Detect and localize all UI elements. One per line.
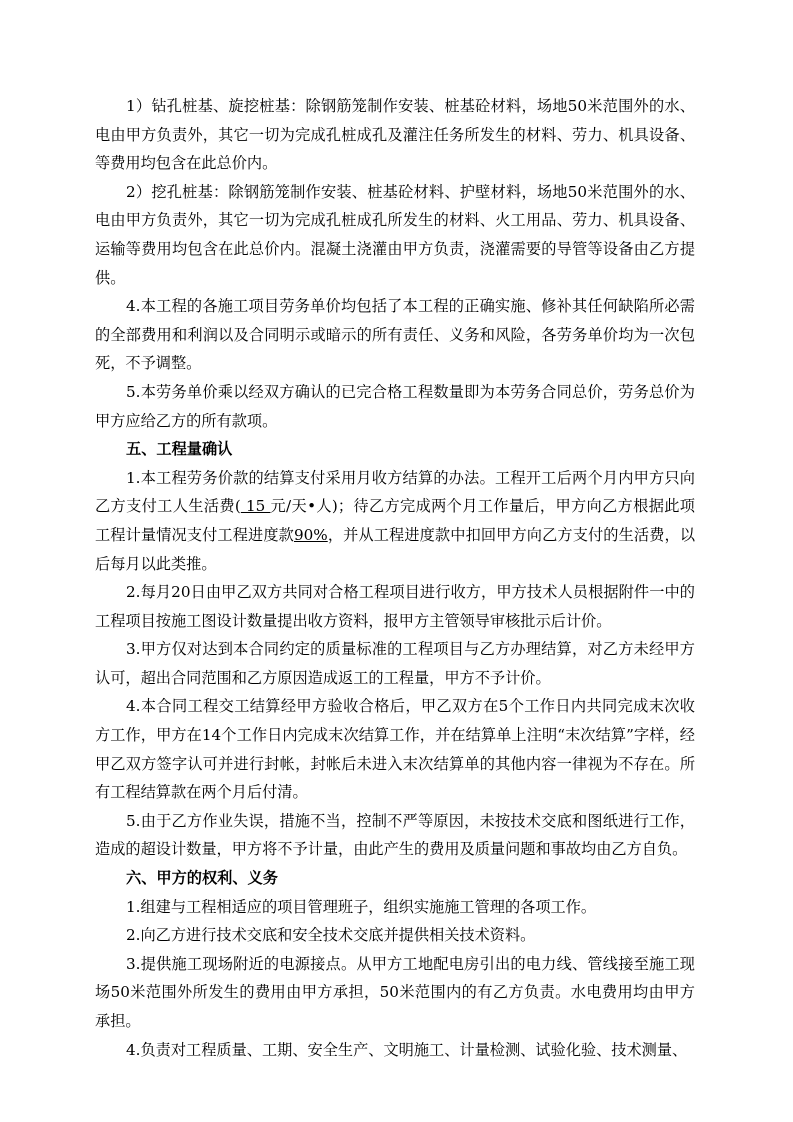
living-allowance-amount: 15 bbox=[240, 497, 271, 516]
settlement-text-middle: 元/天•人)；待乙方完成两个月工作量后，甲方向乙方根据此项工程计量情况支付工程进度款 bbox=[95, 497, 695, 544]
settlement-text-after: ，并从工程进度款中扣回甲方向乙方支付的生活费，以后每月以此类推。 bbox=[95, 525, 696, 573]
paragraph-final-settlement: 4.本合同工程交工结算经甲方验收合格后，甲乙双方在5个工作日内共同完成末次收方工作，甲方在14个工作日内完成末次结算工作，并在结算单上注明“末次结算”字样，经甲乙双方签字认可并进行封帐，封帐后未进入末次结算单的其他内容一律视为不存在。所有工程结算款在两个月后付清。 bbox=[95, 697, 695, 802]
paragraph-total-price: 5.本劳务单价乘以经双方确认的已完合格工程数量即为本劳务合同总价，劳务总价为甲方应给乙方的所有款项。 bbox=[95, 382, 695, 430]
paragraph-monthly-survey: 2.每月20日由甲乙双方共同对合格工程项目进行收方，甲方技术人员根据附件一中的工程项目按施工图设计数量提出收方资料，报甲方主管领导审核批示后计价。 bbox=[95, 583, 695, 630]
paragraph-responsibility: 4.负责对工程质量、工期、安全生产、文明施工、计量检测、试验化验、技术测量、 bbox=[126, 1040, 688, 1059]
document-page bbox=[95, 92, 695, 1064]
paragraph-quality-settlement: 3.甲方仅对达到本合同约定的质量标准的工程项目与乙方办理结算，对乙方未经甲方认可，超出合同范围和乙方原因造成返工的工程量，甲方不予计价。 bbox=[95, 640, 695, 687]
paragraph-excess-quantity: 5.由于乙方作业失误，措施不当，控制不严等原因，未按技术交底和图纸进行工作，造成的超设计数量，甲方将不予计量，由此产生的费用及质量问题和事故均由乙方自负。 bbox=[95, 811, 695, 859]
section-heading-quantity-confirmation: 五、工程量确认 bbox=[126, 440, 233, 459]
paragraph-dug-pile: 2）挖孔桩基：除钢筋笼制作安装、桩基砼材料、护壁材料，场地50米范围外的水、电由甲方负责外，其它一切为完成孔桩成孔所发生的材料、火工用品、劳力、机具设备、运输等费用均包含在此总价内。混凝土浇灌由甲方负责，浇灌需要的导管等设备由乙方提供。 bbox=[95, 182, 695, 287]
section-heading-party-a-rights: 六、甲方的权利、义务 bbox=[126, 869, 278, 888]
progress-payment-percent: 90% bbox=[293, 525, 328, 544]
paragraph-bored-pile: 1）钻孔桩基、旋挖桩基：除钢筋笼制作安装、桩基砼材料，场地50米范围外的水、电由甲方负责外，其它一切为完成孔桩成孔及灌注任务所发生的材料、劳力、机具设备、等费用均包含在此总价内。 bbox=[95, 97, 695, 173]
paragraph-technical-briefing: 2.向乙方进行技术交底和安全技术交底并提供相关技术资料。 bbox=[126, 926, 536, 945]
paragraph-power-supply: 3.提供施工现场附近的电源接点。从甲方工地配电房引出的电力线、管线接至施工现场50米范围外所发生的费用由甲方承担，50米范围内的有乙方负责。水电费用均由甲方承担。 bbox=[95, 954, 695, 1030]
paragraph-unit-price: 4.本工程的各施工项目劳务单价均包括了本工程的正确实施、修补其任何缺陷所必需的全部费用和利润以及合同明示或暗示的所有责任、义务和风险，各劳务单价均为一次包死，不予调整。 bbox=[95, 297, 695, 373]
paragraph-settlement-method bbox=[95, 464, 695, 578]
paragraph-management-team: 1.组建与工程相适应的项目管理班子，组织实施施工管理的各项工作。 bbox=[126, 897, 597, 916]
settlement-text-before: 1.本工程劳务价款的结算支付采用月收方结算的办法。工程开工后两个月内甲方只向乙方支付工人生活费( bbox=[95, 468, 695, 516]
